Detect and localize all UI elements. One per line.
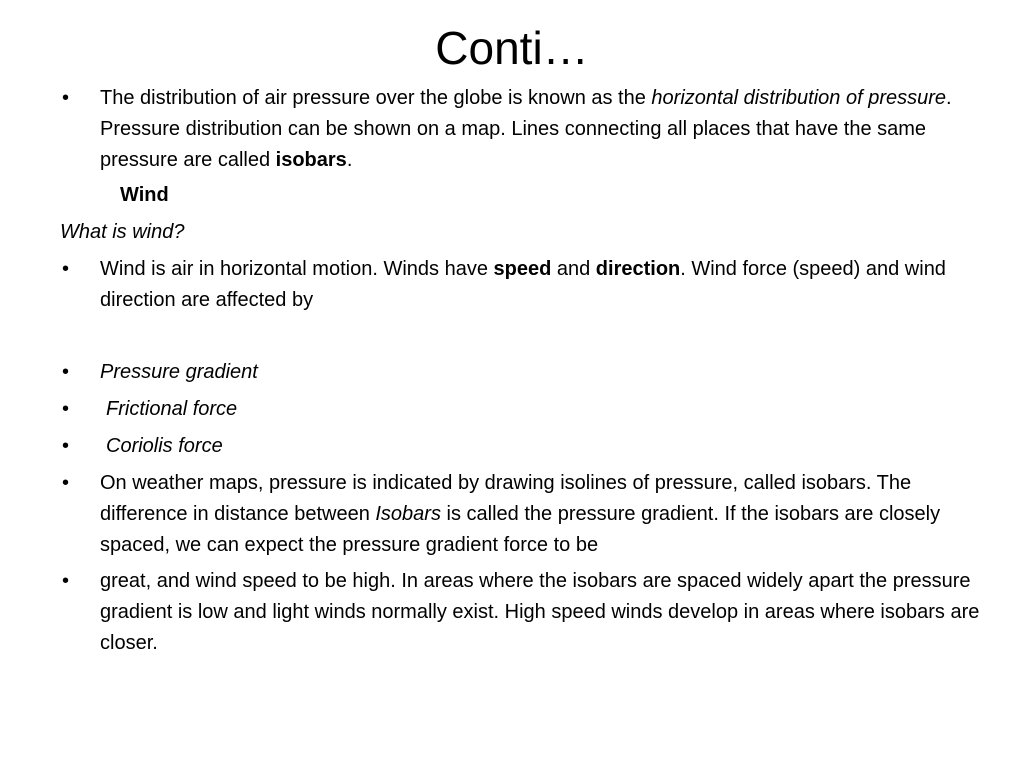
text-run: . Wind force (speed) and wind direction are affected by [100,258,946,311]
wind-definition-text [100,254,980,316]
text-run: . Pressure distribution can be shown on a map. Lines connecting all places that have the same pressure are called [100,87,952,171]
bullet-icon: • [62,472,70,494]
bullet-item [60,357,980,388]
slide-title: Conti… [435,22,589,74]
bullet-item [60,394,980,425]
bullet-item [60,83,980,176]
italic-term: horizontal distribution of pressure [651,87,947,109]
text-run: Wind is air in horizontal motion. Winds have [100,258,494,280]
bold-term: isobars [275,149,347,171]
bold-term: speed [493,258,552,280]
italic-term: Isobars [375,503,441,525]
factor-coriolis-force: Coriolis force [106,435,223,457]
pressure-distribution-text [100,83,980,176]
text-run: is called the pressure gradient. If the isobars are closely spaced, we can expect the pressure gradient force to be [100,503,941,556]
bullet-item [60,254,980,316]
bullet-icon: • [62,87,70,109]
factor-frictional-force: Frictional force [106,398,238,420]
slide-body [60,83,980,659]
wind-question: What is wind? [60,221,185,243]
bullet-icon: • [62,398,70,420]
wind-speed-text: great, and wind speed to be high. In areas where the isobars are spaced widely apart the pressure gradient is low and light winds normally exist. High speed winds develop in areas where isobars are closer. [100,570,980,654]
bullet-icon: • [62,435,70,457]
bullet-icon: • [62,258,70,280]
bullet-item [60,468,980,561]
text-run: and [551,258,596,280]
bullet-icon: • [62,570,70,592]
bullet-icon: • [62,361,70,383]
spacer [60,316,980,357]
factor-pressure-gradient: Pressure gradient [100,361,258,383]
weather-maps-text [100,468,980,561]
text-run: On weather maps, pressure is indicated by drawing isolines of pressure, called isobars. The difference in distance between [100,472,912,525]
bullet-item [60,431,980,462]
bullet-item [60,566,980,659]
bold-term: direction [595,258,681,280]
text-run: . [346,149,353,171]
wind-heading: Wind [120,184,169,206]
text-run: The distribution of air pressure over the globe is known as the [100,87,652,109]
